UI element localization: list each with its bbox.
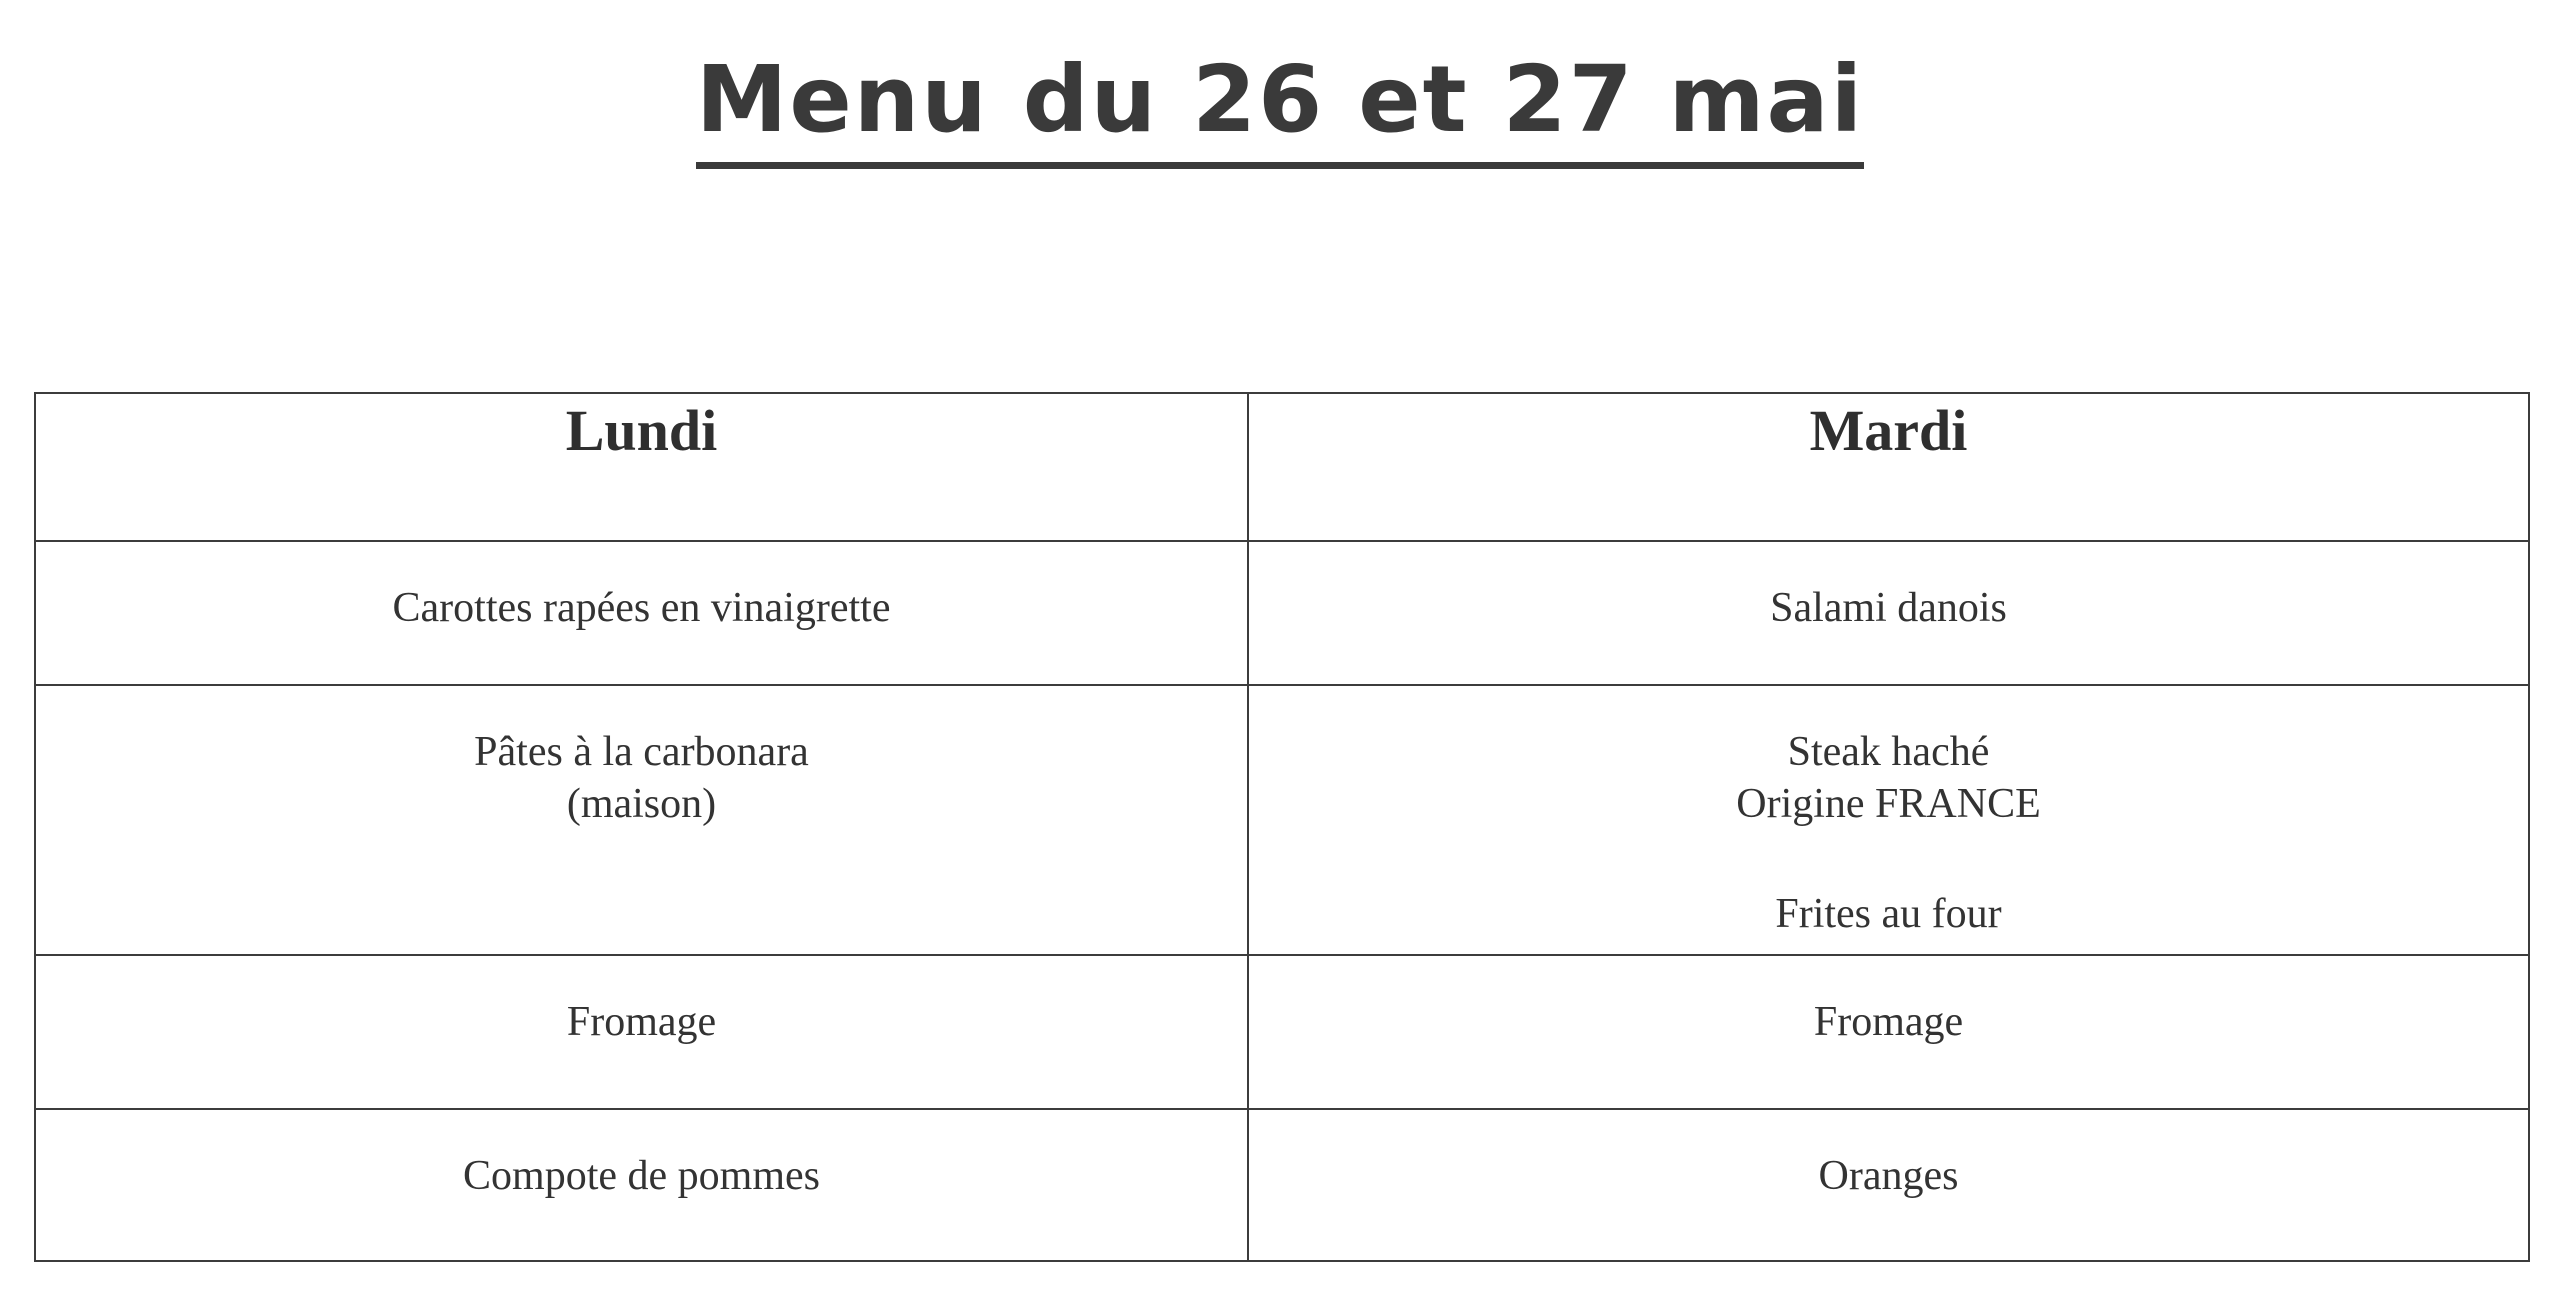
dessert-text: Oranges xyxy=(1818,1153,1959,1199)
main-cell-tuesday xyxy=(1248,685,2529,955)
cheese-cell-tuesday xyxy=(1248,955,2529,1109)
dessert-text: Compote de pommes xyxy=(463,1153,820,1199)
day-header-tuesday xyxy=(1248,393,2529,541)
entree-text: Carottes rapées en vinaigrette xyxy=(392,585,891,631)
main-cell-monday xyxy=(35,685,1248,955)
main-line-2: (maison) xyxy=(566,781,717,827)
main-line-2: Origine FRANCE xyxy=(1736,781,2041,827)
dessert-cell-monday xyxy=(35,1109,1248,1261)
day-name: Lundi xyxy=(565,398,718,463)
main-line-1: Pâtes à la carbonara xyxy=(474,729,809,775)
day-header-row xyxy=(35,393,2529,541)
side-dish: Frites au four xyxy=(1775,891,2002,937)
entree-cell-tuesday xyxy=(1248,541,2529,685)
entree-cell-monday xyxy=(35,541,1248,685)
main-course-row xyxy=(35,685,2529,955)
day-header-monday xyxy=(35,393,1248,541)
day-name: Mardi xyxy=(1809,398,1968,463)
entree-text: Salami danois xyxy=(1770,585,2007,631)
cheese-text: Fromage xyxy=(1813,999,1964,1045)
dessert-row xyxy=(35,1109,2529,1261)
cheese-cell-monday xyxy=(35,955,1248,1109)
dessert-cell-tuesday xyxy=(1248,1109,2529,1261)
menu-title-text: Menu du 26 et 27 mai xyxy=(696,40,1864,169)
menu-table xyxy=(34,392,2530,1262)
menu-title xyxy=(0,40,2560,169)
cheese-row xyxy=(35,955,2529,1109)
entree-row xyxy=(35,541,2529,685)
main-line-1: Steak haché xyxy=(1787,729,1990,775)
cheese-text: Fromage xyxy=(566,999,717,1045)
